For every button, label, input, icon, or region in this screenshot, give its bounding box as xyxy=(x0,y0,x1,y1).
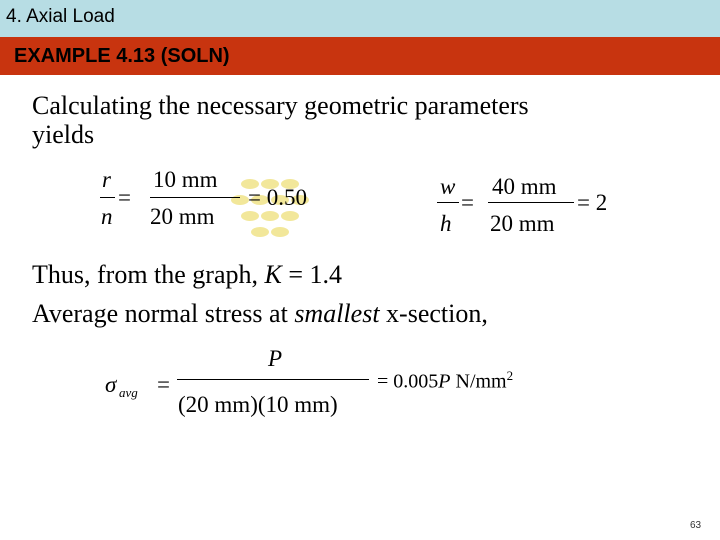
eq2-denominator-value: 20 mm xyxy=(490,211,555,236)
eq3-numerator: P xyxy=(268,346,283,371)
eq2-result: = 2 xyxy=(577,190,608,215)
eq3-result xyxy=(377,369,513,392)
eq3-equals: = xyxy=(157,372,170,397)
result-line-k-suffix: = 1.4 xyxy=(281,260,343,289)
eq2-numerator-value: 40 mm xyxy=(492,174,557,199)
eq1-value-fraction-bar xyxy=(150,197,240,198)
intro-line-2: yields xyxy=(32,120,95,149)
eq1-numerator-var: r xyxy=(102,167,111,192)
eq1-numerator-value: 10 mm xyxy=(153,167,218,192)
eq3-sigma-subscript: avg xyxy=(119,385,138,400)
result-line-k xyxy=(32,262,342,288)
eq3-result-prefix: = 0.005 xyxy=(377,370,439,393)
page-number: 63 xyxy=(690,520,702,531)
result-line-stress xyxy=(32,301,488,327)
eq3-result-var: P xyxy=(438,370,451,393)
eq3-result-exponent: 2 xyxy=(506,368,514,383)
eq2-value-fraction-bar xyxy=(488,202,574,203)
eq3-result-unit: N/mm xyxy=(450,370,507,393)
eq1-denominator-var: n xyxy=(101,204,113,229)
eq1-denominator-value: 20 mm xyxy=(150,204,215,229)
eq3-sigma: σ xyxy=(105,372,117,397)
result-line-k-var: K xyxy=(264,260,282,289)
eq3-fraction-bar xyxy=(177,379,369,380)
result-line-stress-suffix: x-section, xyxy=(379,299,488,328)
eq1-var-fraction-bar xyxy=(100,197,115,198)
eq1-equals: = xyxy=(118,185,131,210)
eq3-denominator: (20 mm)(10 mm) xyxy=(178,392,338,417)
result-line-stress-prefix: Average normal stress at xyxy=(32,299,295,328)
result-line-stress-italic: smallest xyxy=(294,299,380,328)
result-line-k-prefix: Thus, from the graph, xyxy=(32,260,265,289)
intro-line-1: Calculating the necessary geometric parameters xyxy=(32,91,529,120)
eq2-var-fraction-bar xyxy=(437,202,459,203)
chapter-title: 4. Axial Load xyxy=(6,6,115,27)
eq2-equals: = xyxy=(461,190,474,215)
eq2-denominator-var: h xyxy=(440,211,452,236)
eq1-result: = 0.50 xyxy=(248,185,307,210)
example-title: EXAMPLE 4.13 (SOLN) xyxy=(14,45,230,67)
eq2-numerator-var: w xyxy=(440,174,456,199)
